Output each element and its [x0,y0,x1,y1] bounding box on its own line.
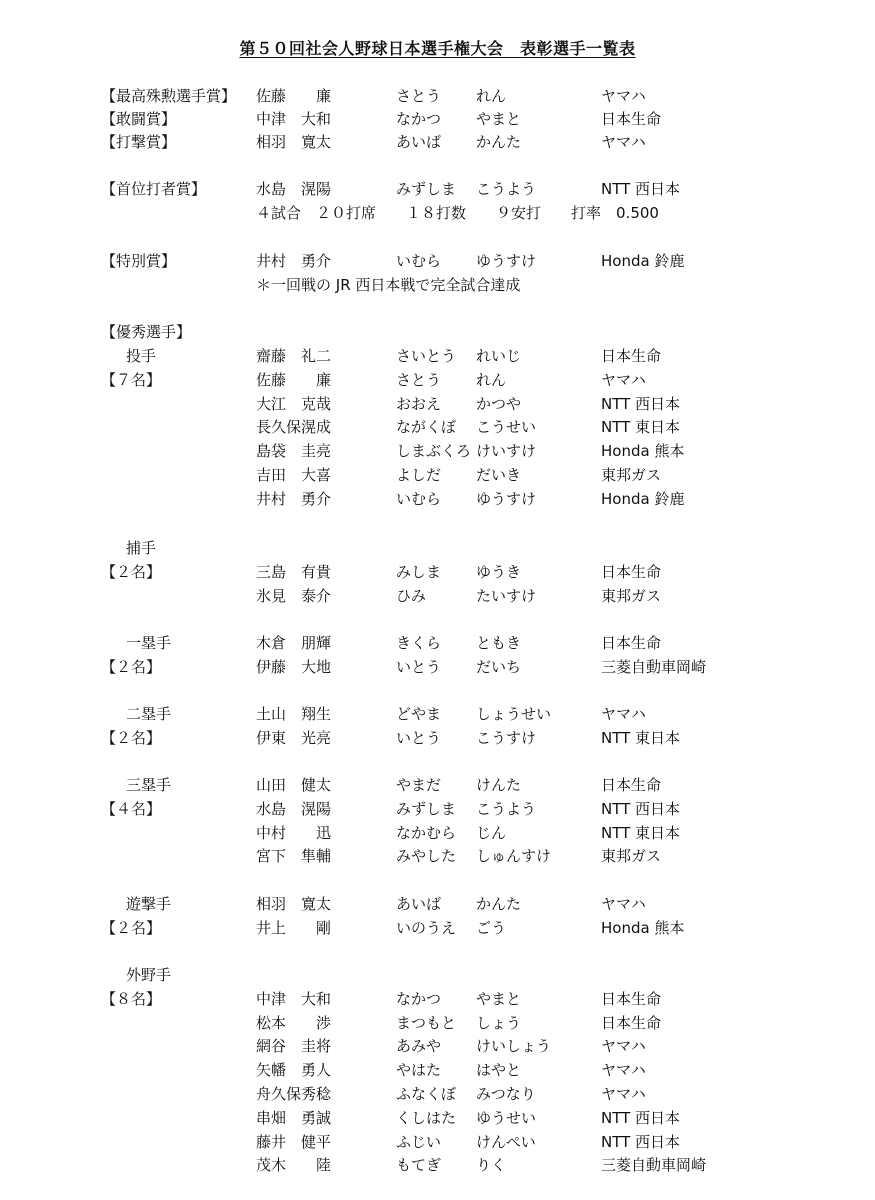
kana-given: けんた [476,776,522,794]
team-name: Honda 鈴鹿 [601,252,685,270]
player-name: 茂木 陸 [256,1156,332,1175]
kana-given: やまと [476,989,522,1008]
award-label: 【敢闘賞】 [101,110,177,128]
team-name: NTT 西日本 [601,394,681,413]
kana-given: こうよう [476,799,537,818]
team-name: 日本生命 [601,989,662,1008]
kana-given: かんた [476,133,522,151]
player-name: 水島 滉陽 [256,799,332,818]
kana-surname: なかつ [396,110,442,128]
award-label: 【打撃賞】 [101,133,177,151]
team-name: ヤマハ [601,895,646,913]
kana-surname: さいとう [396,347,457,365]
player-row [0,345,875,367]
player-row [0,1107,875,1129]
kana-surname: いとう [396,728,442,747]
position-header-row [0,537,875,559]
kana-surname: おおえ [396,394,442,413]
batting-stats: ４試合 ２０打席 １８打数 ９安打 打率 0.500 [256,204,659,222]
player-name: 大江 克哉 [256,394,332,413]
team-name: 日本生命 [601,776,662,794]
player-row [0,488,875,510]
kana-given: ごう [476,918,507,937]
position-count: 【２名】 [101,562,162,581]
position-count: 【７名】 [101,370,162,389]
kana-surname: しまぶくろ [396,442,472,461]
kana-surname: なかつ [396,989,442,1008]
kana-given: けいしょう [476,1037,552,1056]
kana-given: じん [476,823,507,842]
kana-given: たいすけ [476,586,537,605]
kana-given: やまと [476,110,522,128]
award-row-fighting-spirit [0,108,875,130]
team-name: NTT 西日本 [601,799,681,818]
kana-surname: やまだ [396,776,442,794]
kana-surname: よしだ [396,466,442,484]
player-name: 舟久保秀稔 [256,1085,332,1103]
player-row [0,561,875,583]
player-row [0,393,875,415]
team-name: NTT 東日本 [601,728,681,747]
kana-surname: さとう [396,87,442,105]
document-title: 第５０回社会人野球日本選手権大会 表彰選手一覧表 [239,39,636,58]
player-row [0,1035,875,1057]
kana-given: ゆうすけ [476,252,537,270]
kana-given: こうすけ [476,728,537,747]
kana-given: だいち [476,657,522,676]
kana-surname: もてぎ [396,1156,442,1175]
player-row [0,1012,875,1034]
player-name: 網谷 圭将 [256,1037,332,1056]
player-name: 串畑 勇誠 [256,1108,332,1127]
player-row [0,632,875,654]
kana-surname: やはた [396,1061,442,1080]
kana-surname: ながくぼ [396,418,457,437]
player-name: 島袋 圭亮 [256,442,332,461]
kana-given: だいき [476,466,522,484]
team-name: 日本生命 [601,1013,662,1032]
kana-surname: さとう [396,370,442,389]
player-row [0,988,875,1010]
kana-given: しゅんすけ [476,847,552,866]
award-label: 【特別賞】 [101,252,177,270]
award-label: 【最高殊勲選手賞】 [101,87,237,105]
award-row-special [0,250,875,272]
kana-surname: みしま [396,562,442,581]
player-name: 伊東 光亮 [256,728,332,747]
player-row [0,822,875,844]
award-row-batting [0,131,875,153]
player-row [0,585,875,607]
player-row [0,1131,875,1153]
player-name: 土山 翔生 [256,705,332,723]
kana-given: こうよう [476,180,537,198]
kana-given: れん [476,370,507,389]
kana-surname: まつもと [396,1013,457,1032]
team-name: 東邦ガス [601,466,662,484]
position-label: 三塁手 [126,776,172,794]
player-row [0,893,875,915]
player-row [0,727,875,749]
player-name: 松本 渉 [256,1013,332,1032]
player-name: 木倉 朋輝 [256,634,332,652]
kana-surname: ひみ [396,586,427,605]
kana-surname: いむら [396,252,442,270]
player-row [0,1083,875,1105]
player-name: 藤井 健平 [256,1132,332,1151]
player-name: 齋藤 礼二 [256,347,332,365]
player-row [0,416,875,438]
player-name: 中村 迅 [256,823,332,842]
kana-surname: くしはた [396,1108,457,1127]
player-row [0,774,875,796]
player-name: 佐藤 廉 [256,370,332,389]
team-name: NTT 東日本 [601,823,681,842]
position-count: 【２名】 [101,728,162,747]
team-name: NTT 西日本 [601,1108,681,1127]
kana-surname: いとう [396,657,442,676]
kana-given: かつや [476,394,522,413]
team-name: Honda 熊本 [601,918,685,937]
kana-surname: ふじい [396,1132,442,1151]
kana-given: れいじ [476,347,522,365]
kana-surname: どやま [396,705,442,723]
kana-given: しょうせい [476,705,552,723]
player-name: 水島 滉陽 [256,180,332,198]
kana-given: しょう [476,1013,522,1032]
player-name: 氷見 泰介 [256,586,332,605]
position-label: 投手 [126,347,157,365]
position-label: 遊撃手 [126,895,172,913]
player-row [0,845,875,867]
player-name: 山田 健太 [256,776,332,794]
team-name: 日本生命 [601,347,662,365]
team-name: ヤマハ [601,133,646,151]
kana-surname: みずしま [396,799,457,818]
kana-given: こうせい [476,418,537,437]
player-name: 相羽 寛太 [256,133,332,151]
team-name: ヤマハ [601,705,646,723]
player-row [0,464,875,486]
kana-given: ともき [476,634,522,652]
player-row [0,1059,875,1081]
player-name: 宮下 隼輔 [256,847,332,866]
team-name: ヤマハ [601,370,646,389]
team-name: ヤマハ [601,1037,646,1056]
team-name: Honda 熊本 [601,442,685,461]
award-row-mvp [0,85,875,107]
kana-given: けんぺい [476,1132,536,1151]
kana-given: ゆうすけ [476,489,537,508]
player-name: 中津 大和 [256,110,332,128]
player-name: 佐藤 廉 [256,87,332,105]
team-name: 日本生命 [601,110,662,128]
position-count: 【２名】 [101,918,162,937]
kana-surname: あいば [396,895,442,913]
position-label: 二塁手 [126,705,172,723]
kana-given: みつなり [476,1085,536,1103]
kana-given: かんた [476,895,522,913]
player-row [0,656,875,678]
kana-given: ゆうき [476,562,522,581]
award-label: 【首位打者賞】 [101,180,207,198]
player-name: 長久保滉成 [256,418,332,437]
team-name: 三菱自動車岡崎 [601,657,707,676]
position-count: 【４名】 [101,799,162,818]
team-name: ヤマハ [601,87,646,105]
player-name: 矢幡 勇人 [256,1061,332,1080]
section-label: 【優秀選手】 [101,323,192,341]
team-name: 東邦ガス [601,586,662,605]
team-name: Honda 鈴鹿 [601,489,685,508]
position-header-row [0,964,875,986]
team-name: NTT 西日本 [601,180,681,198]
kana-given: ゆうせい [476,1108,537,1127]
team-name: ヤマハ [601,1061,646,1080]
player-row [0,369,875,391]
player-row [0,703,875,725]
team-name: 日本生命 [601,562,662,581]
position-count: 【２名】 [101,657,162,676]
kana-given: れん [476,87,507,105]
position-label: 外野手 [126,966,172,984]
team-name: ヤマハ [601,1085,646,1103]
kana-given: りく [476,1156,507,1175]
team-name: NTT 東日本 [601,418,681,437]
award-row-batting-title [0,178,875,200]
kana-surname: ふなくぼ [396,1085,457,1103]
team-name: 東邦ガス [601,847,662,866]
batting-stats-row [0,202,875,224]
kana-surname: あいば [396,133,442,151]
excellent-players-heading [0,321,875,343]
player-row [0,917,875,939]
player-row [0,798,875,820]
position-label: 捕手 [126,539,157,557]
special-note: ＊一回戦の JR 西日本戦で完全試合達成 [256,276,521,294]
player-name: 井村 勇介 [256,252,332,270]
kana-surname: きくら [396,634,442,652]
kana-given: はやと [476,1061,522,1080]
player-name: 吉田 大喜 [256,466,332,484]
player-name: 井上 剛 [256,918,332,937]
player-row [0,440,875,462]
team-name: NTT 西日本 [601,1132,681,1151]
special-note-row [0,274,875,296]
player-name: 伊藤 大地 [256,657,332,676]
position-count: 【８名】 [101,989,162,1008]
kana-surname: いむら [396,489,442,508]
player-name: 相羽 寛太 [256,895,332,913]
player-name: 井村 勇介 [256,489,332,508]
player-row [0,1154,875,1176]
position-label: 一塁手 [126,634,172,652]
player-name: 三島 有貴 [256,562,332,581]
kana-surname: なかむら [396,823,457,842]
kana-surname: みやした [396,847,457,866]
kana-given: けいすけ [476,442,537,461]
kana-surname: みずしま [396,180,457,198]
kana-surname: あみや [396,1037,442,1056]
team-name: 三菱自動車岡崎 [601,1156,707,1175]
kana-surname: いのうえ [396,918,457,937]
team-name: 日本生命 [601,634,662,652]
player-name: 中津 大和 [256,989,332,1008]
